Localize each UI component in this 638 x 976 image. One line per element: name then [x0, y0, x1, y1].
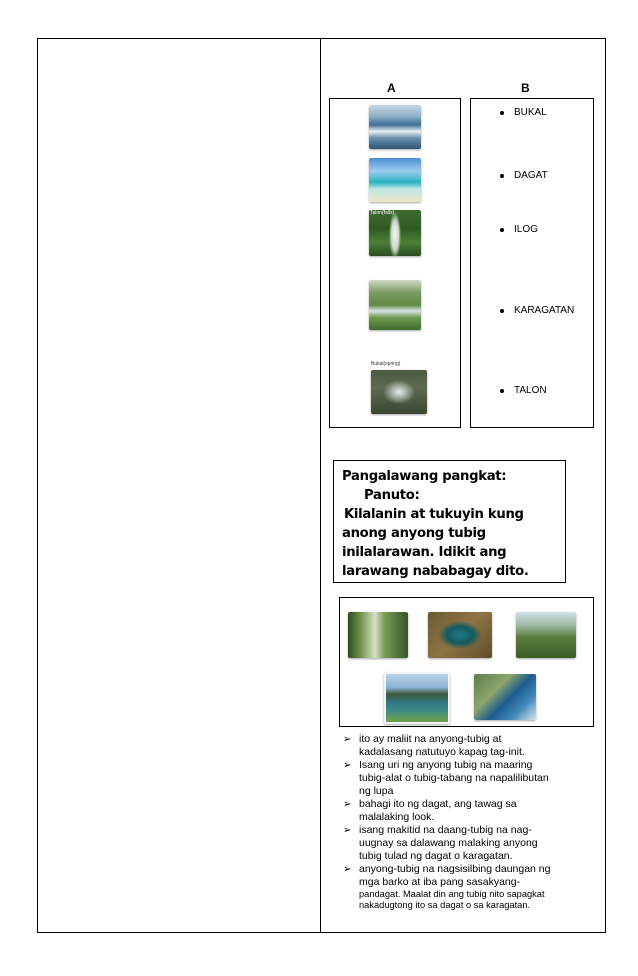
forest-stream-photo: [348, 612, 408, 658]
answer-item-bukal: BUKAL: [500, 107, 547, 118]
arrow-bullet-icon: ➢: [343, 760, 352, 771]
description-item: ➢ anyong-tubig na nagsisilbing daungan ng mga barko at iba pang sasakyang- pandagat. Maalat din ang tubig nito sapagkat nakadugtong ito sa dagat o sa karagatan.: [343, 863, 551, 910]
instruction-box: [333, 460, 566, 583]
bullet-icon: [500, 309, 504, 313]
description-item: ➢ ito ay maliit na anyong-tubig at kadalasang natutuyo kapag tag-init.: [343, 733, 525, 758]
spring-photo: [371, 370, 427, 414]
column-divider: [320, 38, 321, 933]
answer-item-ilog: ILOG: [500, 224, 538, 235]
group-heading: Pangalawang pangkat:: [342, 469, 507, 484]
description-item: ➢ bahagi ito ng dagat, ang tawag sa malalaking look.: [343, 798, 517, 823]
beach-sea-photo: [369, 158, 421, 202]
instruction-text-2: anong anyong tubig: [342, 526, 486, 541]
bullet-icon: [500, 111, 504, 115]
column-a-header: A: [387, 81, 396, 95]
answer-item-dagat: DAGAT: [500, 170, 548, 181]
arrow-bullet-icon: ➢: [343, 734, 352, 745]
instruction-text-1: Kilalanin at tukuyin kung: [344, 507, 524, 522]
arrow-bullet-icon: ➢: [343, 799, 352, 810]
answer-item-karagatan: KARAGATAN: [500, 305, 574, 316]
waterfall-photo: [369, 210, 421, 256]
waterfall-caption: Talon(falls): [370, 210, 395, 216]
column-b-box: [470, 98, 594, 428]
description-item: ➢ isang makitid na daang-tubig na nag- uugnay sa dalawang malaking anyong tubig tulad ng dagat o karagatan.: [343, 824, 538, 862]
bullet-icon: [500, 174, 504, 178]
answer-item-talon: TALON: [500, 385, 547, 396]
instruction-text-3: inilalarawan. Idikit ang: [342, 545, 507, 560]
lake-aerial-photo: [428, 612, 492, 658]
mountain-valley-photo: [516, 612, 576, 658]
instruction-text-4: larawang nababagay dito.: [342, 564, 529, 579]
column-b-header: B: [521, 81, 530, 95]
directions-label: Panuto:: [364, 488, 420, 503]
bullet-icon: [500, 228, 504, 232]
arrow-bullet-icon: ➢: [343, 825, 352, 836]
bullet-icon: [500, 389, 504, 393]
river-valley-photo: [369, 280, 421, 330]
description-item: ➢ Isang uri ng anyong tubig na maaring tubig-alat o tubig-tabang na napalilibutan ng lupa: [343, 759, 549, 797]
arrow-bullet-icon: ➢: [343, 864, 352, 875]
spring-caption: Bukal(spring): [371, 361, 401, 367]
description-list: [343, 733, 605, 911]
waves-photo: [369, 105, 421, 149]
crater-lake-photo: [384, 672, 450, 724]
coastal-strait-photo: [474, 674, 536, 720]
